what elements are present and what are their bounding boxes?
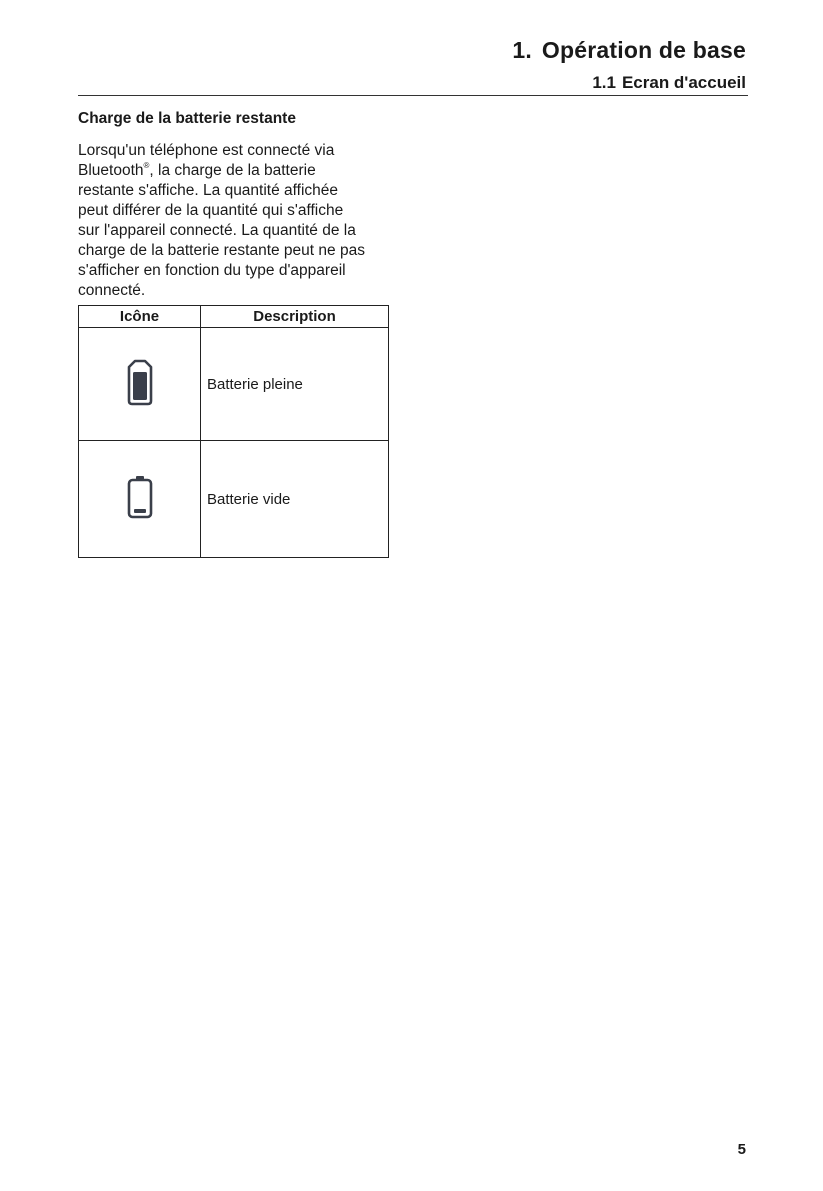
battery-full-icon (126, 358, 154, 410)
body-line: connecté. (78, 282, 146, 299)
body-line: Lorsqu'un téléphone est connecté via (78, 142, 335, 159)
header-divider (78, 95, 748, 96)
body-paragraph (78, 141, 393, 301)
bluetooth-word: Bluetooth (78, 162, 144, 179)
table-row (79, 441, 389, 558)
battery-icon-table (78, 305, 389, 558)
description-cell: Batterie pleine (201, 328, 389, 441)
section-title-text: Ecran d'accueil (621, 73, 746, 92)
body-line: restante s'affiche. La quantité affichée (78, 182, 339, 199)
subheading: Charge de la batterie restante (78, 110, 296, 127)
registered-mark: ® (143, 161, 150, 170)
body-line: sur l'appareil connecté. La quantité de la (78, 222, 356, 239)
section-number: 1.1 (592, 73, 616, 92)
description-cell: Batterie vide (201, 441, 389, 558)
column-header-icon: Icône (79, 306, 201, 328)
page-number: 5 (737, 1141, 746, 1158)
table-header-row (79, 306, 389, 328)
body-line (78, 161, 393, 181)
icon-cell (79, 328, 201, 441)
chapter-title-text: Opération de base (541, 37, 746, 63)
chapter-title (512, 37, 746, 64)
body-line: charge de la batterie restante peut ne pas (78, 242, 365, 259)
body-line: peut différer de la quantité qui s'affiche (78, 202, 344, 219)
icon-cell (79, 441, 201, 558)
section-title (592, 73, 746, 93)
column-header-description: Description (201, 306, 389, 328)
table-row (79, 328, 389, 441)
battery-empty-icon (126, 474, 154, 524)
body-line-rest: , la charge de la batterie (149, 162, 316, 179)
chapter-number: 1. (512, 37, 532, 63)
body-line: s'afficher en fonction du type d'appareil (78, 262, 346, 279)
